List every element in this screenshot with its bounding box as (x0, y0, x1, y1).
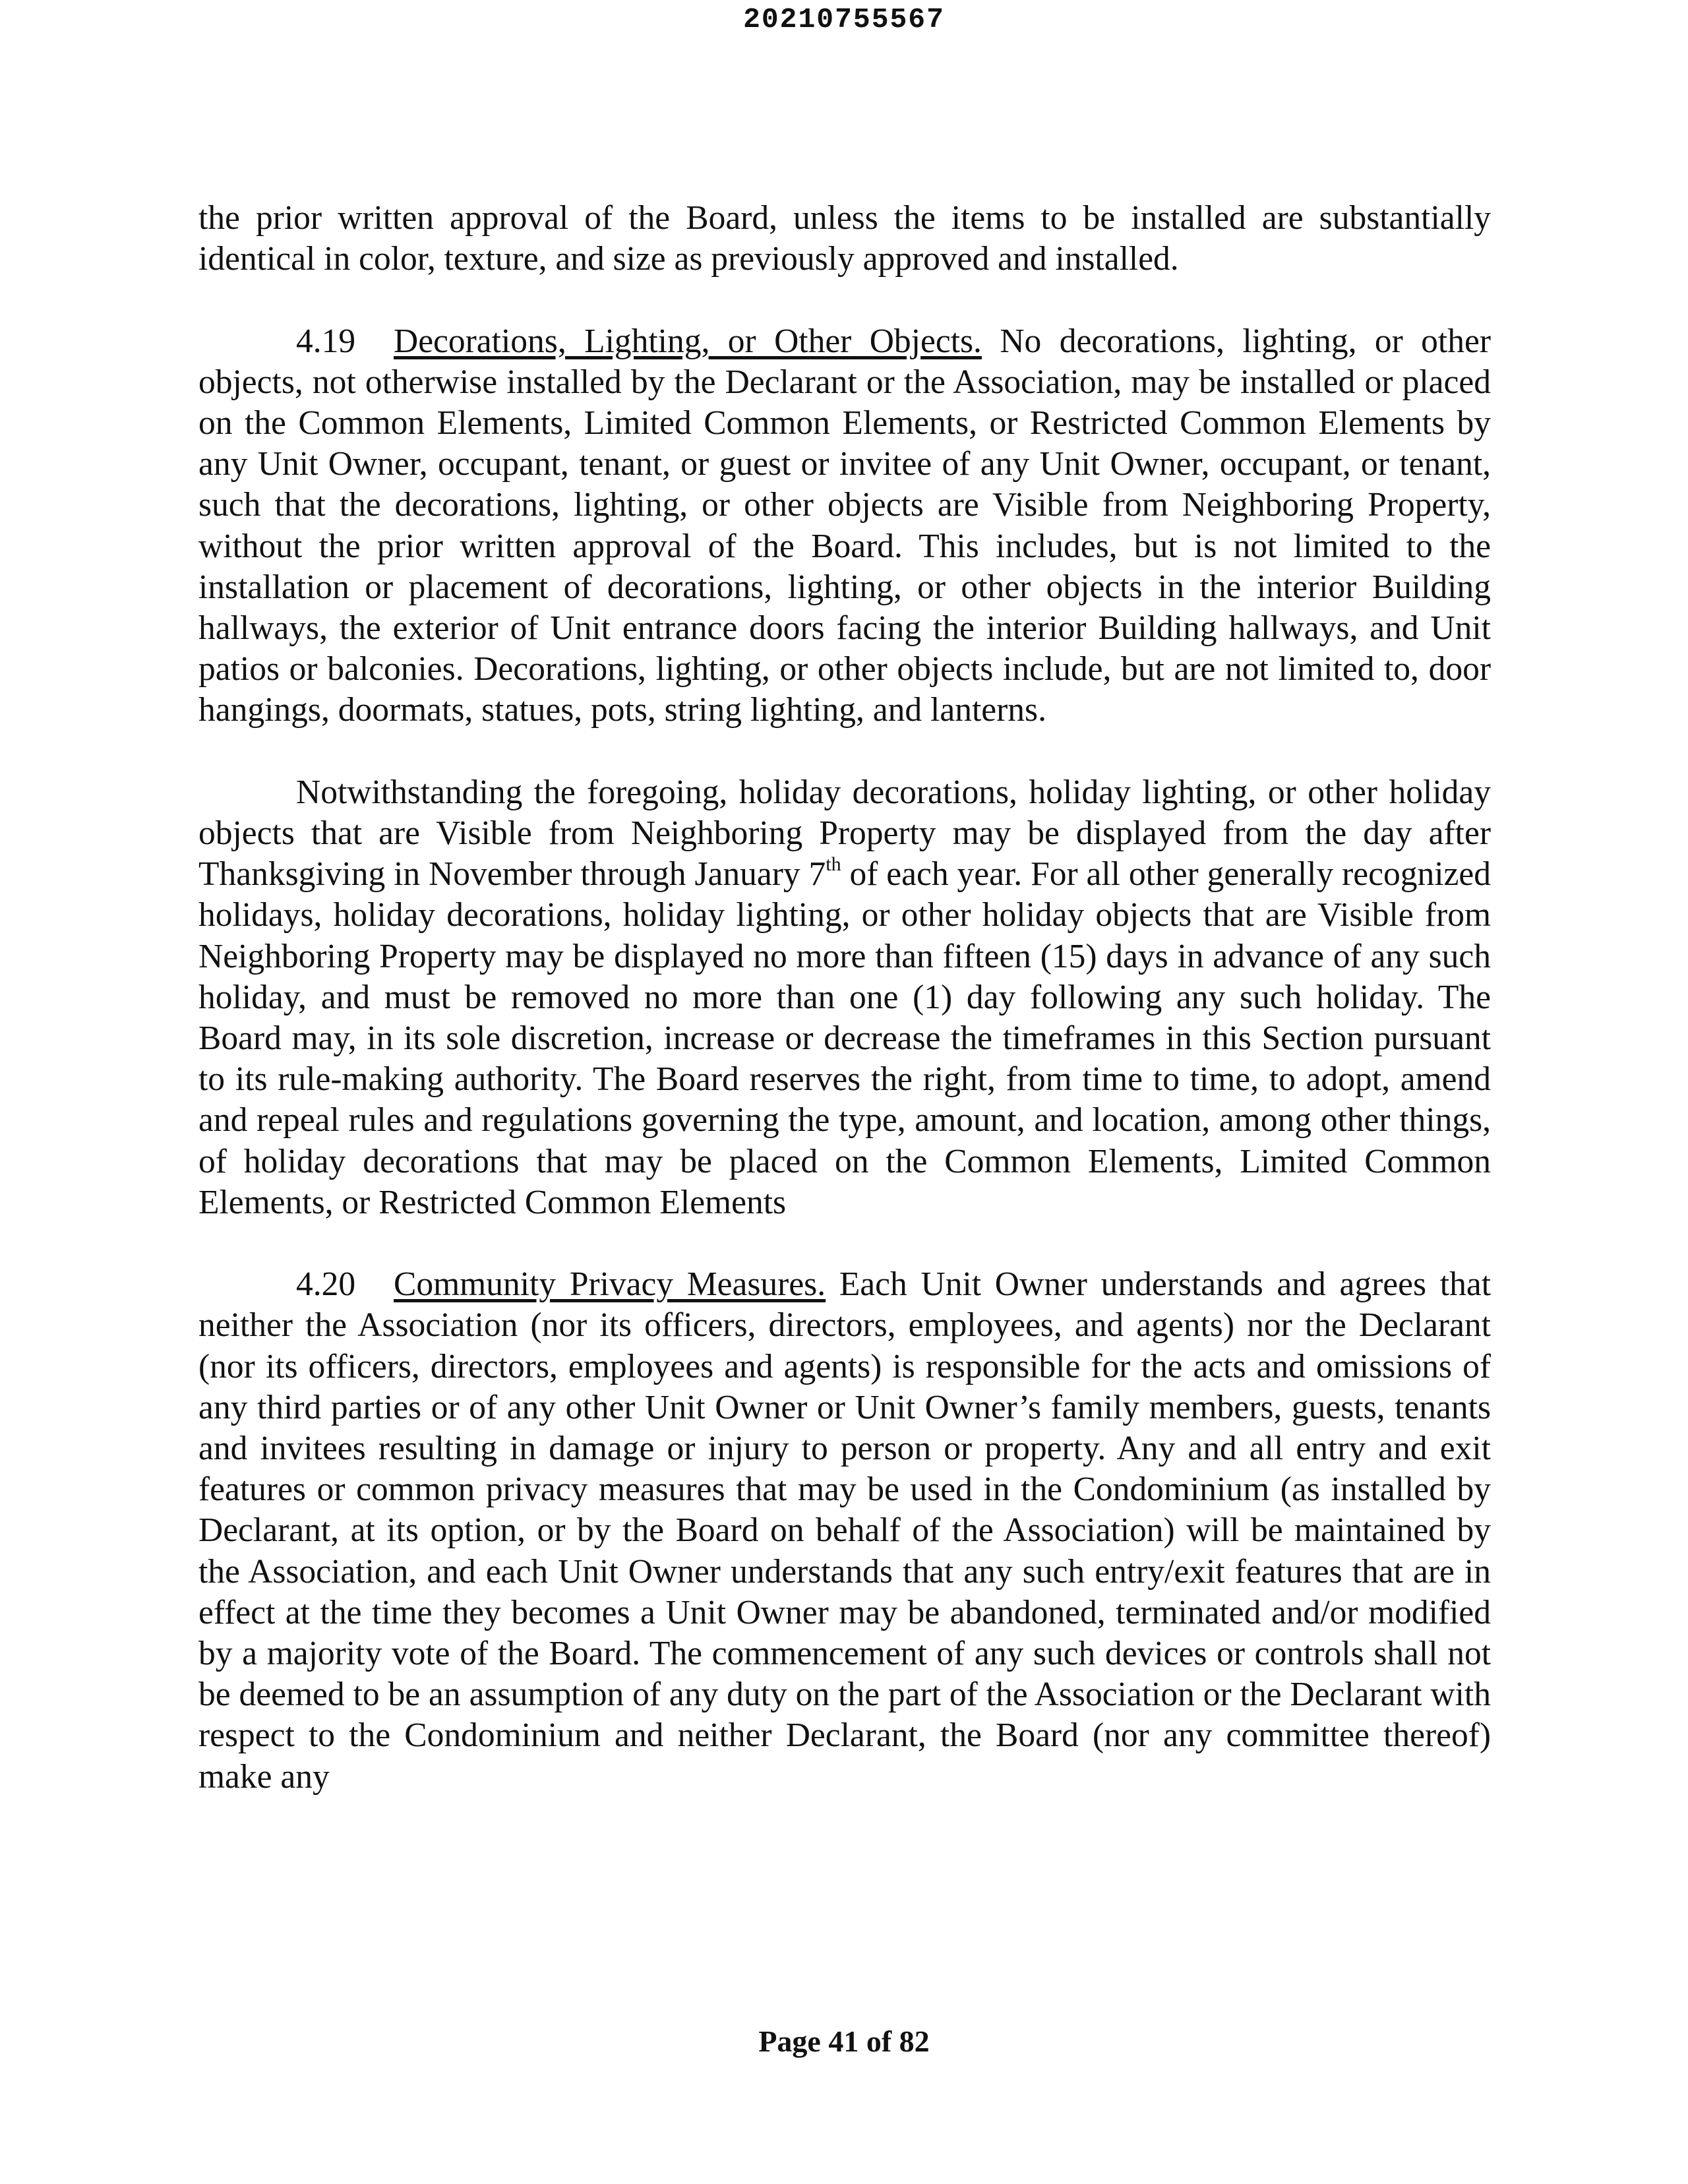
section-4-20-paragraph (198, 1264, 1491, 1798)
ordinal-superscript: th (826, 853, 841, 876)
document-body (198, 198, 1491, 1838)
section-title: Community Privacy Measures. (394, 1265, 826, 1304)
section-number: 4.20 (296, 1265, 356, 1304)
section-number: 4.19 (296, 322, 356, 360)
carryover-paragraph: the prior written approval of the Board, unless the items to be installed are substantially identical in color, texture, and size as previously approved and installed. (198, 199, 1491, 278)
holiday-text-after: of each year. For all other generally recognized holidays, holiday decorations, holiday lighting, or other holiday objects that are Visible from Neighboring Property may be displayed no more than fifteen (15) days in advance of any such holiday, and must be removed no more than one (1) day following any such holiday. The Board may, in its sole discretion, increase or decrease the timeframes in this Section pursuant to its rule-making authority. The Board reserves the right, from time to time, to adopt, amend and repeal rules and regulations governing the type, amount, and location, among other things, of holiday decorations that may be placed on the Common Elements, Limited Common Elements, or Restricted Common Elements (198, 855, 1491, 1221)
page-number-footer: Page 41 of 82 (758, 2024, 930, 2058)
document-number: 20210755567 (743, 3, 945, 36)
holiday-paragraph (198, 772, 1491, 1223)
holiday-text-before: Notwithstanding the foregoing, holiday decorations, holiday lighting, or other holiday objects that are Visible from Neighboring Property may be displayed from the day after Thanksgiving in November through January 7 (198, 773, 1491, 894)
section-title: Decorations, Lighting, or Other Objects. (394, 322, 982, 360)
section-text: No decorations, lighting, or other objects, not otherwise installed by the Declarant or the Association, may be installed or placed on the Common Elements, Limited Common Elements, or Restricted Common Elements by any Unit Owner, occupant, tenant, or guest or invitee of any Unit Owner, occupant, or tenant, such that the decorations, lighting, or other objects are Visible from Neighboring Property, without the prior written approval of the Board. This includes, but is not limited to the installation or placement of decorations, lighting, or other objects in the interior Building hallways, the exterior of Unit entrance doors facing the interior Building hallways, and Unit patios or balconies. Decorations, lighting, or other objects include, but are not limited to, door hangings, doormats, statues, pots, string lighting, and lanterns. (198, 322, 1491, 729)
section-text: Each Unit Owner understands and agrees that neither the Association (nor its officers, directors, employees, and agents) nor the Declarant (nor its officers, directors, employees and agents) is responsible for the acts and omissions of any third parties or of any other Unit Owner or Unit Owner’s family members, guests, tenants and invitees resulting in damage or injury to person or property. Any and all entry and exit features or common privacy measures that may be used in the Condominium (as installed by Declarant, at its option, or by the Board on behalf of the Association) will be maintained by the Association, and each Unit Owner understands that any such entry/exit features that are in effect at the time they becomes a Unit Owner may be abandoned, terminated and/or modified by a majority vote of the Board. The commencement of any such devices or controls shall not be deemed to be an assumption of any duty on the part of the Association or the Declarant with respect to the Condominium and neither Declarant, the Board (nor any committee thereof) make any (198, 1265, 1492, 1796)
section-4-19-paragraph (198, 321, 1491, 731)
